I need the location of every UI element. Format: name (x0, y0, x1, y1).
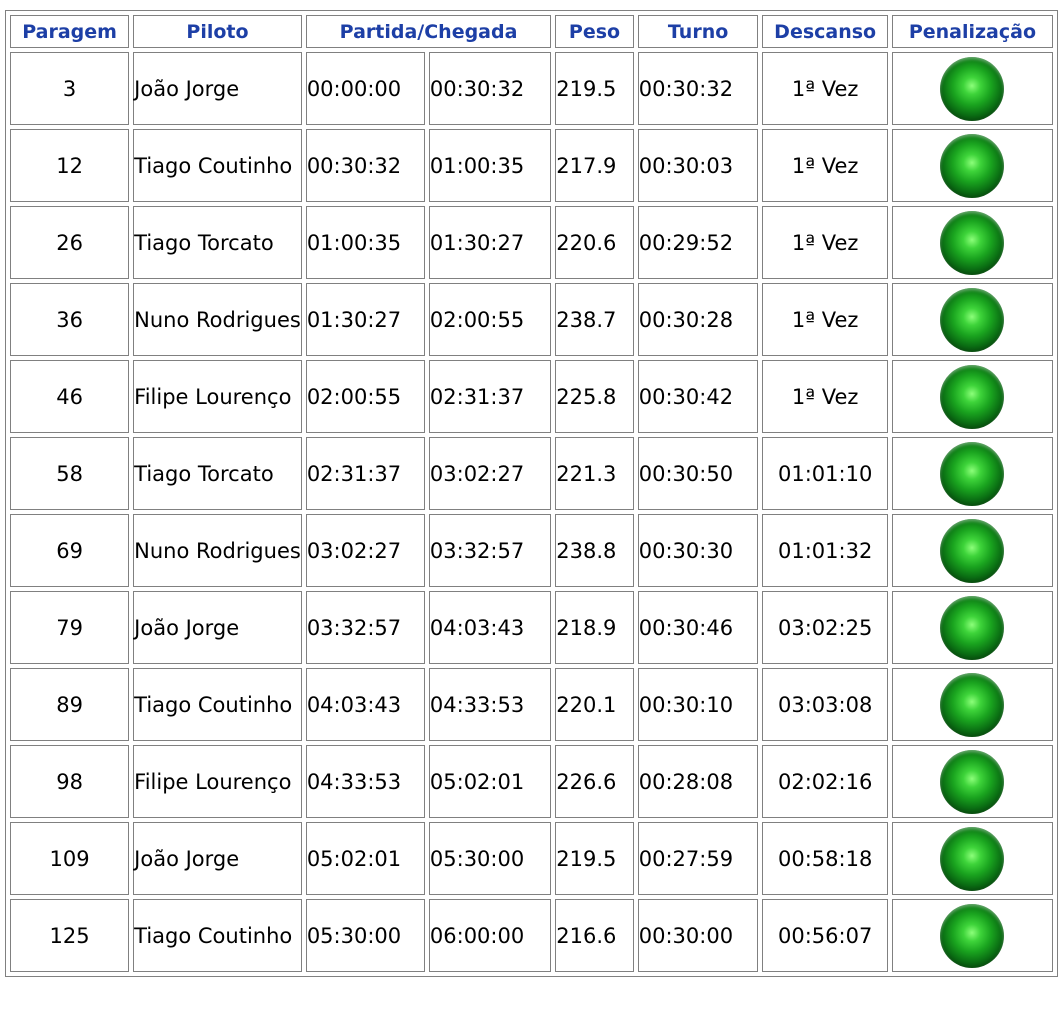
cell-peso: 225.8 (555, 360, 633, 433)
cell-peso: 238.7 (555, 283, 633, 356)
cell-piloto: Filipe Lourenço (133, 745, 302, 818)
cell-chegada: 02:31:37 (429, 360, 551, 433)
cell-chegada: 04:03:43 (429, 591, 551, 664)
cell-descanso: 1ª Vez (762, 360, 887, 433)
cell-peso: 221.3 (555, 437, 633, 510)
cell-turno: 00:30:03 (638, 129, 759, 202)
stints-table (5, 10, 1058, 977)
cell-turno: 00:28:08 (638, 745, 759, 818)
cell-paragem: 12 (10, 129, 129, 202)
green-led-icon (940, 519, 1004, 583)
table-row (10, 899, 1053, 972)
cell-penalizacao (892, 52, 1053, 125)
table-row (10, 360, 1053, 433)
cell-chegada: 04:33:53 (429, 668, 551, 741)
cell-turno: 00:30:46 (638, 591, 759, 664)
cell-piloto: Tiago Torcato (133, 437, 302, 510)
cell-partida: 03:02:27 (306, 514, 425, 587)
cell-penalizacao (892, 437, 1053, 510)
cell-chegada: 00:30:32 (429, 52, 551, 125)
cell-turno: 00:30:28 (638, 283, 759, 356)
cell-peso: 218.9 (555, 591, 633, 664)
header-penalizacao: Penalização (892, 15, 1053, 48)
cell-penalizacao (892, 514, 1053, 587)
cell-turno: 00:30:42 (638, 360, 759, 433)
green-led-icon (940, 134, 1004, 198)
cell-chegada: 02:00:55 (429, 283, 551, 356)
cell-paragem: 69 (10, 514, 129, 587)
cell-descanso: 01:01:32 (762, 514, 887, 587)
cell-paragem: 46 (10, 360, 129, 433)
cell-descanso: 1ª Vez (762, 206, 887, 279)
cell-piloto: Tiago Coutinho (133, 899, 302, 972)
cell-penalizacao (892, 745, 1053, 818)
green-led-icon (940, 57, 1004, 121)
cell-descanso: 03:03:08 (762, 668, 887, 741)
cell-penalizacao (892, 899, 1053, 972)
green-led-icon (940, 211, 1004, 275)
cell-descanso: 00:58:18 (762, 822, 887, 895)
cell-turno: 00:30:32 (638, 52, 759, 125)
table-row (10, 206, 1053, 279)
cell-partida: 04:33:53 (306, 745, 425, 818)
table-row (10, 591, 1053, 664)
cell-paragem: 58 (10, 437, 129, 510)
cell-descanso: 03:02:25 (762, 591, 887, 664)
cell-partida: 00:00:00 (306, 52, 425, 125)
cell-peso: 219.5 (555, 52, 633, 125)
green-led-icon (940, 827, 1004, 891)
table-row (10, 822, 1053, 895)
cell-peso: 238.8 (555, 514, 633, 587)
cell-penalizacao (892, 283, 1053, 356)
table-header-row (10, 15, 1053, 48)
cell-penalizacao (892, 668, 1053, 741)
cell-partida: 01:00:35 (306, 206, 425, 279)
cell-paragem: 109 (10, 822, 129, 895)
cell-piloto: Tiago Torcato (133, 206, 302, 279)
green-led-icon (940, 596, 1004, 660)
header-turno: Turno (638, 15, 759, 48)
cell-piloto: Filipe Lourenço (133, 360, 302, 433)
green-led-icon (940, 442, 1004, 506)
cell-descanso: 00:56:07 (762, 899, 887, 972)
cell-paragem: 36 (10, 283, 129, 356)
cell-partida: 04:03:43 (306, 668, 425, 741)
cell-peso: 216.6 (555, 899, 633, 972)
cell-turno: 00:30:00 (638, 899, 759, 972)
header-partida-chegada: Partida/Chegada (306, 15, 551, 48)
table-row (10, 52, 1053, 125)
table-row (10, 437, 1053, 510)
cell-piloto: João Jorge (133, 52, 302, 125)
cell-descanso: 1ª Vez (762, 129, 887, 202)
cell-piloto: Nuno Rodrigues (133, 514, 302, 587)
green-led-icon (940, 288, 1004, 352)
cell-piloto: Tiago Coutinho (133, 668, 302, 741)
cell-penalizacao (892, 129, 1053, 202)
table-row (10, 514, 1053, 587)
cell-descanso: 1ª Vez (762, 283, 887, 356)
cell-piloto: Tiago Coutinho (133, 129, 302, 202)
cell-partida: 00:30:32 (306, 129, 425, 202)
cell-turno: 00:29:52 (638, 206, 759, 279)
cell-peso: 220.6 (555, 206, 633, 279)
cell-turno: 00:30:50 (638, 437, 759, 510)
green-led-icon (940, 365, 1004, 429)
cell-chegada: 01:00:35 (429, 129, 551, 202)
cell-piloto: Nuno Rodrigues (133, 283, 302, 356)
cell-descanso: 01:01:10 (762, 437, 887, 510)
table-row (10, 668, 1053, 741)
cell-penalizacao (892, 360, 1053, 433)
table-row (10, 283, 1053, 356)
cell-paragem: 79 (10, 591, 129, 664)
cell-partida: 02:00:55 (306, 360, 425, 433)
cell-peso: 226.6 (555, 745, 633, 818)
cell-peso: 219.5 (555, 822, 633, 895)
cell-chegada: 06:00:00 (429, 899, 551, 972)
header-peso: Peso (555, 15, 633, 48)
cell-turno: 00:27:59 (638, 822, 759, 895)
cell-piloto: João Jorge (133, 591, 302, 664)
cell-paragem: 98 (10, 745, 129, 818)
cell-chegada: 01:30:27 (429, 206, 551, 279)
cell-chegada: 05:02:01 (429, 745, 551, 818)
cell-chegada: 05:30:00 (429, 822, 551, 895)
cell-chegada: 03:32:57 (429, 514, 551, 587)
table-row (10, 129, 1053, 202)
cell-paragem: 3 (10, 52, 129, 125)
cell-piloto: João Jorge (133, 822, 302, 895)
green-led-icon (940, 750, 1004, 814)
cell-penalizacao (892, 206, 1053, 279)
cell-descanso: 1ª Vez (762, 52, 887, 125)
cell-turno: 00:30:30 (638, 514, 759, 587)
cell-partida: 05:02:01 (306, 822, 425, 895)
green-led-icon (940, 904, 1004, 968)
header-paragem: Paragem (10, 15, 129, 48)
cell-paragem: 89 (10, 668, 129, 741)
cell-descanso: 02:02:16 (762, 745, 887, 818)
cell-partida: 03:32:57 (306, 591, 425, 664)
cell-paragem: 26 (10, 206, 129, 279)
table-row (10, 745, 1053, 818)
cell-paragem: 125 (10, 899, 129, 972)
cell-partida: 01:30:27 (306, 283, 425, 356)
cell-partida: 02:31:37 (306, 437, 425, 510)
cell-chegada: 03:02:27 (429, 437, 551, 510)
cell-peso: 220.1 (555, 668, 633, 741)
cell-penalizacao (892, 591, 1053, 664)
cell-peso: 217.9 (555, 129, 633, 202)
cell-penalizacao (892, 822, 1053, 895)
header-piloto: Piloto (133, 15, 302, 48)
green-led-icon (940, 673, 1004, 737)
cell-partida: 05:30:00 (306, 899, 425, 972)
cell-turno: 00:30:10 (638, 668, 759, 741)
header-descanso: Descanso (762, 15, 887, 48)
